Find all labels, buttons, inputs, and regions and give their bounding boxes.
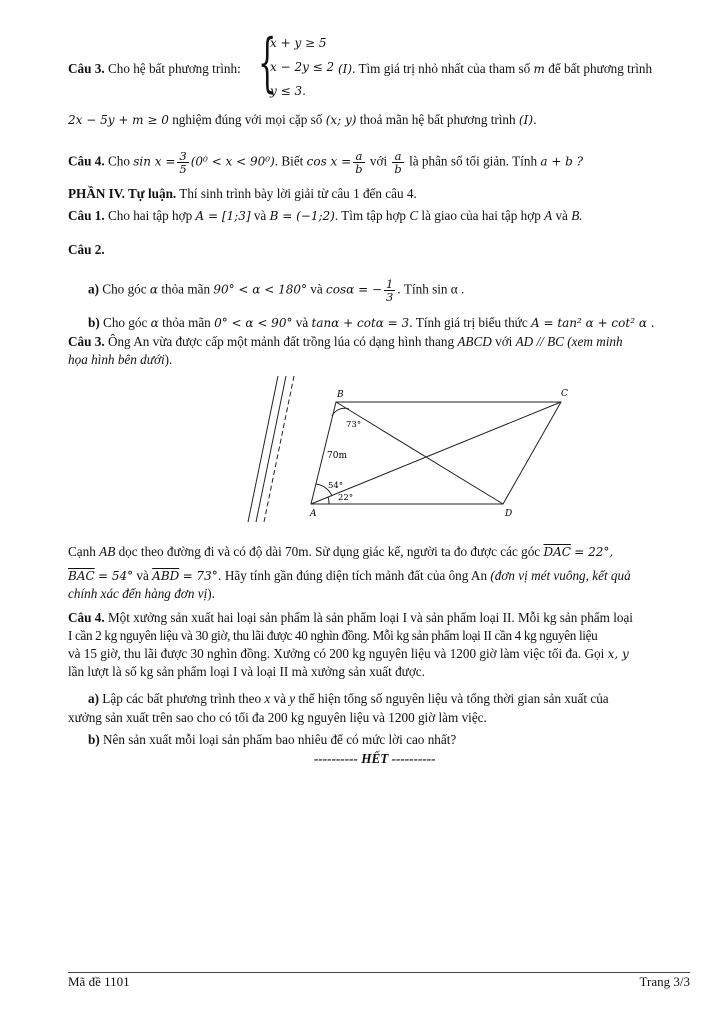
q4-label: Câu 4.: [68, 153, 105, 169]
e3-p1: [68, 544, 613, 560]
q4-t1: Cho: [107, 153, 130, 169]
e2b-line: [88, 315, 655, 331]
vertex-B: B: [337, 390, 344, 400]
q3-text: nghiệm đúng với mọi cặp số: [172, 112, 323, 127]
e4-l1: [68, 610, 633, 626]
q4-frac-ab: [392, 150, 403, 175]
e2a-line: [88, 278, 464, 303]
e2b-label: b): [88, 315, 100, 330]
vertex-C: C: [561, 389, 568, 399]
angle-BAC-value: = 54°: [97, 569, 134, 583]
q4-frac-sin: [177, 150, 188, 175]
q4-line: [68, 150, 583, 175]
q4-frac-cos: [353, 150, 364, 175]
angle-DAC: $\overline{DAC}$: [543, 545, 571, 559]
e4-l4: lần lượt là số kg sản phẩm loại I và loại II mà xưởng sản xuất được.: [68, 664, 425, 679]
e2a-frac: [384, 278, 395, 303]
vertex-D: D: [505, 509, 513, 519]
q3-ineq: 2x − 5y + m ≥ 0: [68, 113, 169, 127]
q4-sum: a + b ?: [540, 154, 584, 169]
e3-label: Câu 3.: [68, 334, 105, 349]
e3-note2-end: ).: [164, 352, 173, 367]
part4-heading: [68, 186, 417, 202]
q3-line1-right: [338, 61, 652, 77]
q4-t3: với: [369, 153, 388, 169]
angle-BAC: $\overline{BAC}$: [68, 569, 95, 583]
e1-C: C: [409, 208, 419, 223]
e4b-text: Nên sản xuất mỗi loại sản phẩm bao nhiêu để có mức lời cao nhất?: [103, 732, 457, 747]
q3-intro: Cho hệ bất phương trình:: [107, 61, 241, 76]
e3-and: và: [136, 568, 149, 583]
e2b-end: . Tính giá trị biểu thức: [409, 315, 528, 330]
e2a-label: a): [88, 281, 99, 297]
e4b-label: b): [88, 732, 100, 747]
e2a-alpha: α: [149, 282, 159, 297]
e2-label: Câu 2.: [68, 242, 105, 257]
frac-den: 3: [386, 290, 394, 304]
e3-p2-text: Hãy tính gần đúng diện tích mảnh đất của ông An: [224, 568, 488, 583]
part4-title: PHẦN IV. Tự luận.: [68, 186, 177, 201]
e4a-l2: xưởng sản xuất trên sao cho có tối đa 200 kg nguyên liệu và 1200 giờ làm việc.: [68, 710, 487, 725]
frac-den: 5: [179, 162, 187, 176]
footer-rule: [68, 972, 690, 973]
e3-line2: [68, 352, 172, 368]
e1-Bset: B.: [571, 208, 583, 223]
e4a-y: y: [289, 691, 296, 706]
e3-par: AD // BC: [515, 334, 564, 349]
angle-73: 73°: [346, 420, 362, 430]
frac-num: a: [353, 150, 364, 163]
e3-p3-italic: chính xác đến hàng đơn vị: [68, 586, 208, 601]
e2a-text: Cho góc: [102, 281, 147, 297]
e4-l3: [68, 646, 629, 662]
end-marker: ---------- HẾT ----------: [314, 751, 436, 766]
e4-l1-text: Một xưởng sản xuất hai loại sản phẩm là sản phẩm loại I và sản phẩm loại II. Mỗi kg sản phẩm loại: [107, 610, 633, 625]
e4a-and: và: [273, 691, 286, 706]
angle-ABD: $\overline{ABD}$: [152, 569, 180, 583]
e4-l2: I cần 2 kg nguyên liệu và 30 giờ, thu lãi được 40 nghìn đồng. Mỗi kg sản phẩm loại II cần 4 kg nguyên liệu: [68, 628, 598, 643]
e3-text: Ông An vừa được cấp một mảnh đất trồng lúa có dạng hình thang: [107, 334, 455, 349]
system-eq-3: y ≤ 3.: [270, 84, 306, 98]
frac-den: b: [355, 162, 363, 176]
system-tag: (I): [338, 62, 353, 76]
exam-page: [68, 0, 690, 1024]
e1-setA: A = [1;3]: [195, 209, 251, 223]
frac-den: b: [394, 162, 402, 176]
q4-t2: . Biết: [274, 153, 304, 169]
system-eq-1: x + y ≥ 5: [270, 36, 327, 50]
e3-shape: ABCD: [457, 334, 492, 349]
e2b-alpha: α: [150, 316, 159, 330]
q3-label: Câu 3.: [68, 61, 105, 76]
e2a-cos: cosα = −: [326, 282, 382, 297]
e1-Aset: A: [544, 208, 553, 223]
q4-range: (0⁰ < x < 90⁰): [190, 154, 275, 169]
q3-pair: (x; y): [325, 113, 357, 127]
road-line-3: [264, 376, 294, 522]
e4-label: Câu 4.: [68, 610, 105, 625]
e4a-x: x: [264, 691, 271, 706]
diagonal-ac: [311, 402, 561, 504]
e4-xy: x, y: [607, 647, 629, 661]
q4-t4: là phân số tối giản. Tính: [409, 153, 538, 169]
e3-p1a: Cạnh: [68, 544, 96, 559]
e1-rest1: . Tìm tập hợp: [334, 208, 407, 223]
diagonal-bd: [336, 402, 503, 504]
e4a-label: a): [88, 691, 99, 706]
e3-p3-end: ).: [207, 586, 215, 601]
angle-22: 22°: [338, 493, 354, 503]
e3-p2: [68, 568, 631, 584]
e1-text: Cho hai tập hợp: [107, 208, 193, 223]
vertex-A: A: [310, 509, 317, 519]
e2b-text: Cho góc: [103, 315, 148, 330]
e3-AB: AB: [99, 544, 116, 559]
q3-ask2: để bất phương trình: [548, 61, 653, 76]
e2a-end: . Tính sin α .: [397, 281, 465, 297]
e4b-l1: [88, 732, 456, 748]
e4a-text2: thể hiện tổng số nguyên liệu và tổng thời gian sản xuất của: [298, 691, 609, 706]
e1-and2: và: [555, 208, 568, 223]
e1-and: và: [253, 208, 267, 223]
e1-label: Câu 1.: [68, 208, 105, 223]
e3-line1: [68, 334, 623, 350]
system-eq-2: x − 2y ≤ 2: [270, 60, 335, 74]
q3-system: [258, 26, 338, 102]
e3-p2-italic: (đơn vị mét vuông, kết quả: [490, 568, 631, 583]
e3-with: với: [495, 334, 513, 349]
e3-p3: [68, 586, 215, 602]
part4-sub: Thí sinh trình bày lời giải từ câu 1 đến câu 4.: [179, 186, 417, 201]
e2a-range: 90° < α < 180°: [213, 282, 307, 297]
system-brace: {: [258, 26, 277, 100]
e2b-and: và: [295, 315, 309, 330]
e3-p1b: dọc theo đường đi và có độ dài 70m. Sử dụng giác kế, người ta đo được các góc: [118, 544, 541, 559]
e1-rest2: là giao của hai tập hợp: [421, 208, 541, 223]
e1-line: [68, 208, 583, 224]
q3-line1: [68, 61, 241, 77]
footer-page-number: Trang 3/3: [639, 974, 690, 989]
angle-arc-a-22: [328, 497, 329, 504]
length-70m: 70m: [327, 451, 347, 461]
q3-text2: thoả mãn hệ bất phương trình: [359, 112, 516, 127]
frac-num: a: [392, 150, 403, 163]
trapezoid-figure: [228, 372, 568, 527]
frac-num: 3: [179, 149, 187, 163]
param-m: m: [533, 62, 545, 76]
angle-DAC-value: = 22°,: [574, 545, 614, 559]
e2b-text2: thỏa mãn: [162, 315, 211, 330]
angle-ABD-value: = 73°.: [182, 569, 222, 583]
e3-note: (xem minh: [567, 334, 623, 349]
e2b-expr: tanα + cotα = 3: [311, 316, 410, 330]
e2a-text2: thỏa mãn: [161, 281, 211, 297]
frac-num: 1: [386, 277, 394, 291]
e4a-l1: [88, 691, 609, 707]
q4-sin: sin x =: [133, 154, 176, 169]
e2a-and: và: [310, 281, 323, 297]
e2b-range: 0° < α < 90°: [214, 316, 293, 330]
e2b-A: A = tan² α + cot² α .: [530, 316, 655, 330]
e3-note2: họa hình bên dưới: [68, 352, 165, 367]
road-line-1: [248, 376, 278, 522]
footer-exam-code: Mã đề 1101: [68, 974, 130, 989]
e4-l3-text: và 15 giờ, thu lãi được 30 nghìn đồng. Xưởng có 200 kg nguyên liệu và 1200 giờ làm việc tối đa. Gọi: [68, 646, 605, 661]
e1-setB: B = (−1;2): [269, 209, 335, 223]
angle-54: 54°: [328, 481, 344, 491]
q4-cos: cos x =: [306, 154, 352, 169]
q3-ask: . Tìm giá trị nhỏ nhất của tham số: [352, 61, 531, 76]
road-line-2: [256, 376, 286, 522]
q3-tag: (I).: [518, 113, 537, 127]
e4a-text: Lập các bất phương trình theo: [102, 691, 262, 706]
q3-line2: [68, 112, 537, 128]
